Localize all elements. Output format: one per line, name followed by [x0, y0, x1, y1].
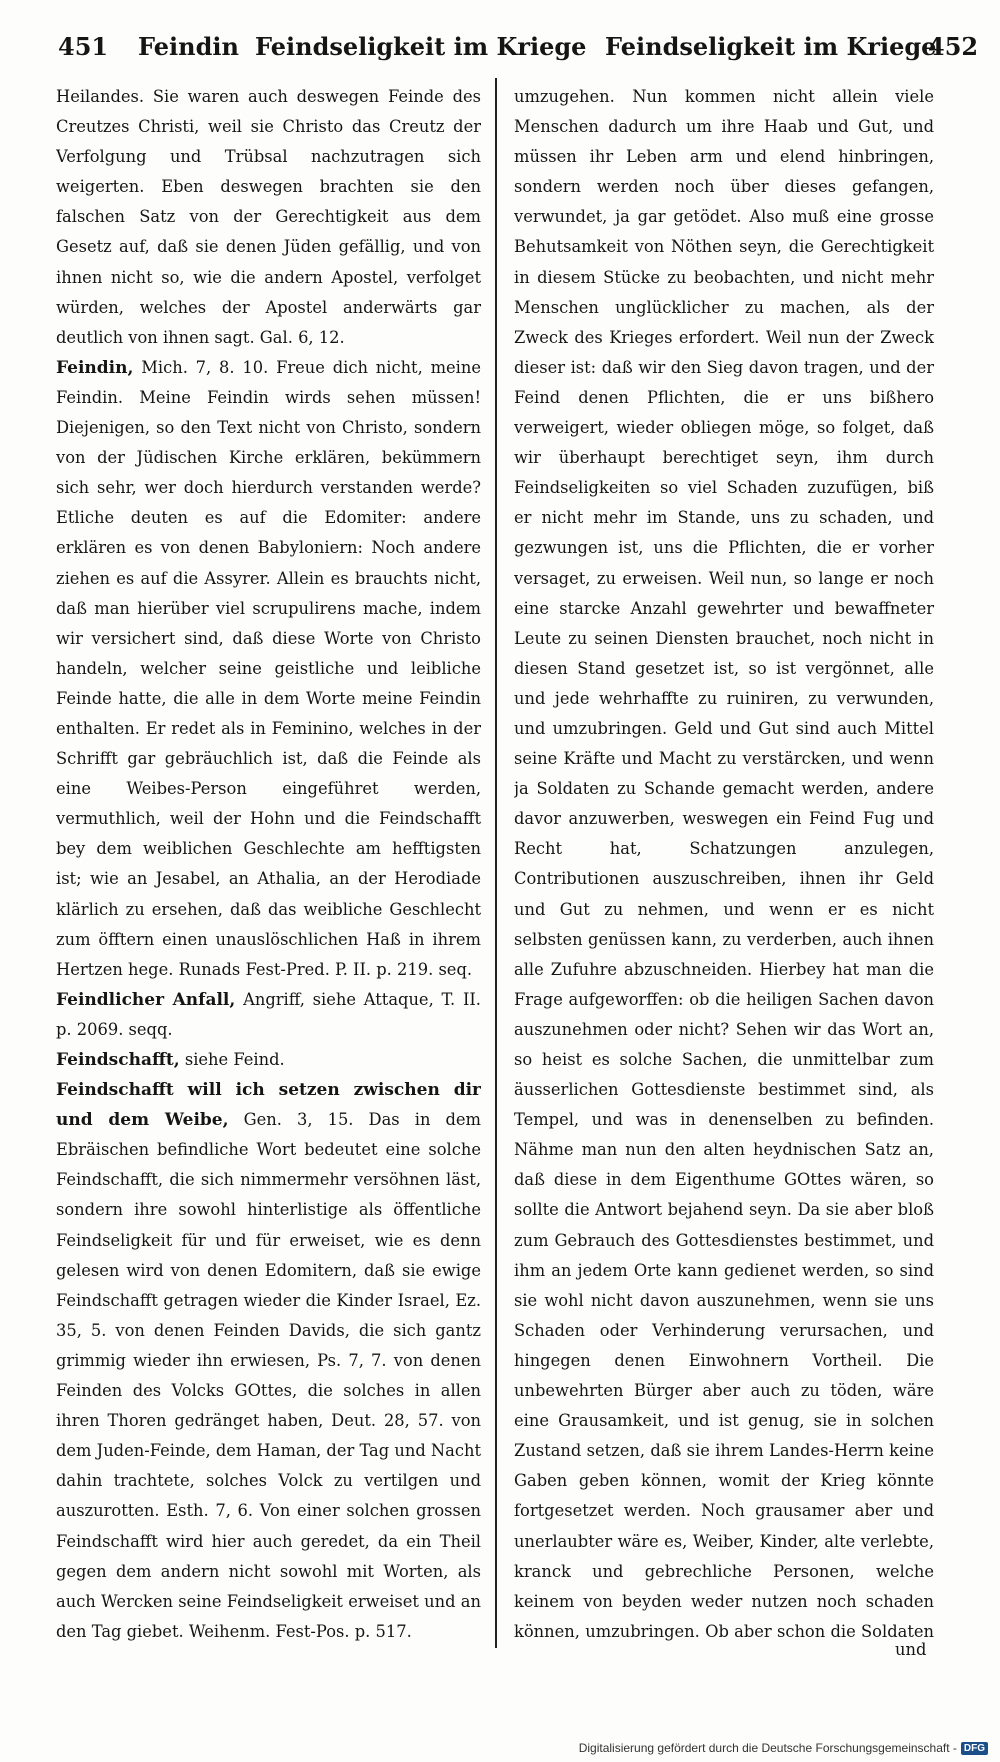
- left-column: [56, 82, 481, 1642]
- entry-headword: Feindlicher Anfall,: [56, 989, 236, 1010]
- dfg-logo-icon: DFG: [961, 1742, 988, 1755]
- column-divider: [495, 78, 497, 1648]
- entry-paragraph: Feindschafft will ich setzen zwischen dir und dem Weibe, Gen. 3, 15. Das in dem Ebräischen befindliche Wort bedeutet eine solche Feindschafft, die sich nimmermehr versöhnen läst, sondern ihre sowohl hinterlistige als öffentliche Feindseligkeit für und für erweiset, wie es denn gelesen wird von denen Edomitern, daß sie ewige Feindschafft getragen wieder die Kinder Israel, Ez. 35, 5. von denen Feinden Davids, die sich gantz grimmig wieder ihn erwiesen, Ps. 7, 7. von denen Feinden des Volcks GOttes, die solches in allen ihren Thoren gedränget haben, Deut. 28, 57. von dem Juden-Feinde, dem Haman, der Tag und Nacht dahin trachtete, solches Volck zu vertilgen und auszurotten. Esth. 7, 6. Von einer solchen grossen Feindschafft wird hier auch geredet, da ein Theil gegen dem andern nicht sowohl mit Worten, als auch Wercken seine Feindseligkeit erweiset und an den Tag giebet. Weihenm. Fest-Pos. p. 517.: [56, 1080, 481, 1641]
- entry-headword: Feindschafft,: [56, 1050, 180, 1070]
- entry-paragraph: Feindschafft, siehe Feind.: [56, 1050, 285, 1070]
- page-number-right: 452: [928, 32, 979, 61]
- entry-headword: Feindin,: [56, 357, 134, 378]
- header-keyword-left: Feindin: [138, 32, 239, 61]
- header-keyword-right: Feindseligkeit im Kriege: [605, 32, 937, 61]
- entry-headword: Feindschafft will ich setzen zwischen dir und dem Weibe,: [56, 1080, 481, 1131]
- entry-paragraph: Heilandes. Sie waren auch deswegen Feinde des Creutzes Christi, weil sie Christo das Creutz der Verfolgung und Trübsal nachzutragen sich weigerten. Eben deswegen brachten sie den falschen Satz von der Gerechtigkeit aus dem Gesetz auf, daß sie denen Jüden gefällig, und von ihnen nicht so, wie die andern Apostel, verfolget würden, welches der Apostel anderwärts gar deutlich von ihnen sagt. Gal. 6, 12.: [56, 87, 481, 347]
- entry-paragraph: Feindlicher Anfall, Angriff, siehe Attaque, T. II. p. 2069. seqq.: [56, 989, 481, 1039]
- catchword: und: [895, 1640, 927, 1659]
- digitization-credit: [579, 1738, 988, 1758]
- page-number-left: 451: [58, 32, 109, 61]
- entry-paragraph: Feindin, Mich. 7, 8. 10. Freue dich nicht, meine Feindin. Meine Feindin wirds sehen müssen! Diejenigen, so den Text nicht von Christo, sondern von der Jüdischen Kirche erklären, bekümmern sich sehr, wer doch hierdurch verstanden werde? Etliche deuten es auf die Edomiter: andere erklären es von denen Babyloniern: Noch andere ziehen es auf die Assyrer. Allein es brauchts nicht, daß man hierüber viel scrupulirens mache, indem wir versichert sind, daß diese Worte von Christo handeln, welcher seine geistliche und leibliche Feinde hatte, die alle in dem Worte meine Feindin enthalten. Er redet als in Feminino, welches in der Schrifft gar gebräuchlich ist, daß die Feinde als eine Weibes-Person eingeführet werden, vermuthlich, weil der Hohn und die Feindschafft bey dem weiblichen Geschlechte am hefftigsten ist; wie an Jesabel, an Athalia, an der Herodiade klärlich zu ersehen, daß das weibliche Geschlecht zum öfftern einen unauslöschlichen Haß in ihrem Hertzen hege. Runads Fest-Pred. P. II. p. 219. seq.: [56, 357, 481, 979]
- credit-text: Digitalisierung gefördert durch die Deutsche Forschungsgemeinschaft -: [578, 1741, 957, 1755]
- header-keyword-center: Feindseligkeit im Kriege: [255, 32, 587, 61]
- entry-paragraph: umzugehen. Nun kommen nicht allein viele Menschen dadurch um ihre Haab und Gut, und müssen ihr Leben arm und elend hinbringen, sondern werden noch über dieses gefangen, verwundet, ja gar getödet. Also muß eine grosse Behutsamkeit von Nöthen seyn, die Gerechtigkeit in diesem Stücke zu beobachten, und nicht mehr Menschen unglücklicher zu machen, als der Zweck des Krieges erfordert. Weil nun der Zweck dieser ist: daß wir den Sieg davon tragen, und der Feind denen Pflichten, die er uns bißhero verweigert, wieder obliegen möge, so folget, daß wir überhaupt berechtiget seyn, ihm durch Feindseligkeiten so viel Schaden zuzufügen, biß er nicht mehr im Stande, uns zu schaden, und gezwungen ist, uns die Pflichten, die er vorher versaget, zu erweisen. Weil nun, so lange er noch eine starcke Anzahl gewehrter und bewaffneter Leute zu seinen Diensten brauchet, noch nicht in diesen Stand gesetzet ist, so ist vergönnet, alle und jede wehrhaffte zu ruiniren, zu verwunden, und umzubringen. Geld und Gut sind auch Mittel seine Kräfte und Macht zu verstärcken, und wenn ja Soldaten zu Schande gemacht werden, andere davor anzuwerben, weswegen ein Feind Fug und Recht hat, Schatzungen anzulegen, Contributionen auszuschreiben, ihnen ihr Geld und Gut zu nehmen, und wenn er es nicht selbsten genüssen kann, zu verderben, auch ihnen alle Zufuhre abzuschneiden. Hierbey hat man die Frage aufgeworffen: ob die heiligen Sachen davon auszunehmen oder nicht? Sehen wir das Wort an, so heist es solche Sachen, die unmittelbar zum äusserlichen Gottesdienste bestimmet sind, als Tempel, und was in denenselben zu befinden. Nähme man nun den alten heydnischen Satz an, daß diese in dem Eigenthume GOttes wären, so sollte die Antwort bejahend seyn. Da sie aber bloß zum Gebrauch des Gottesdienstes bestimmet, und ihm an jedem Orte kann gedienet werden, so sind sie wohl nicht davon auszunehmen, wenn sie uns Schaden oder Verhinderung verursachen, und hingegen denen Einwohnern Vortheil. Die unbewehrten Bürger aber auch zu töden, wäre eine Grausamkeit, und ist genug, sie in solchen Zustand setzen, daß sie ihrem Landes-Herrn keine Gaben geben können, womit der Krieg könnte fortgesetzet werden. Noch grausamer aber und unerlaubter wäre es, Weiber, Kinder, alte verlebte, kranck und gebrechliche Personen, welche keinem von beyden weder nutzen noch schaden können, umzubringen. Ob aber schon die Soldaten: [514, 87, 934, 1641]
- page-header: [0, 32, 1000, 72]
- right-column: [514, 82, 934, 1642]
